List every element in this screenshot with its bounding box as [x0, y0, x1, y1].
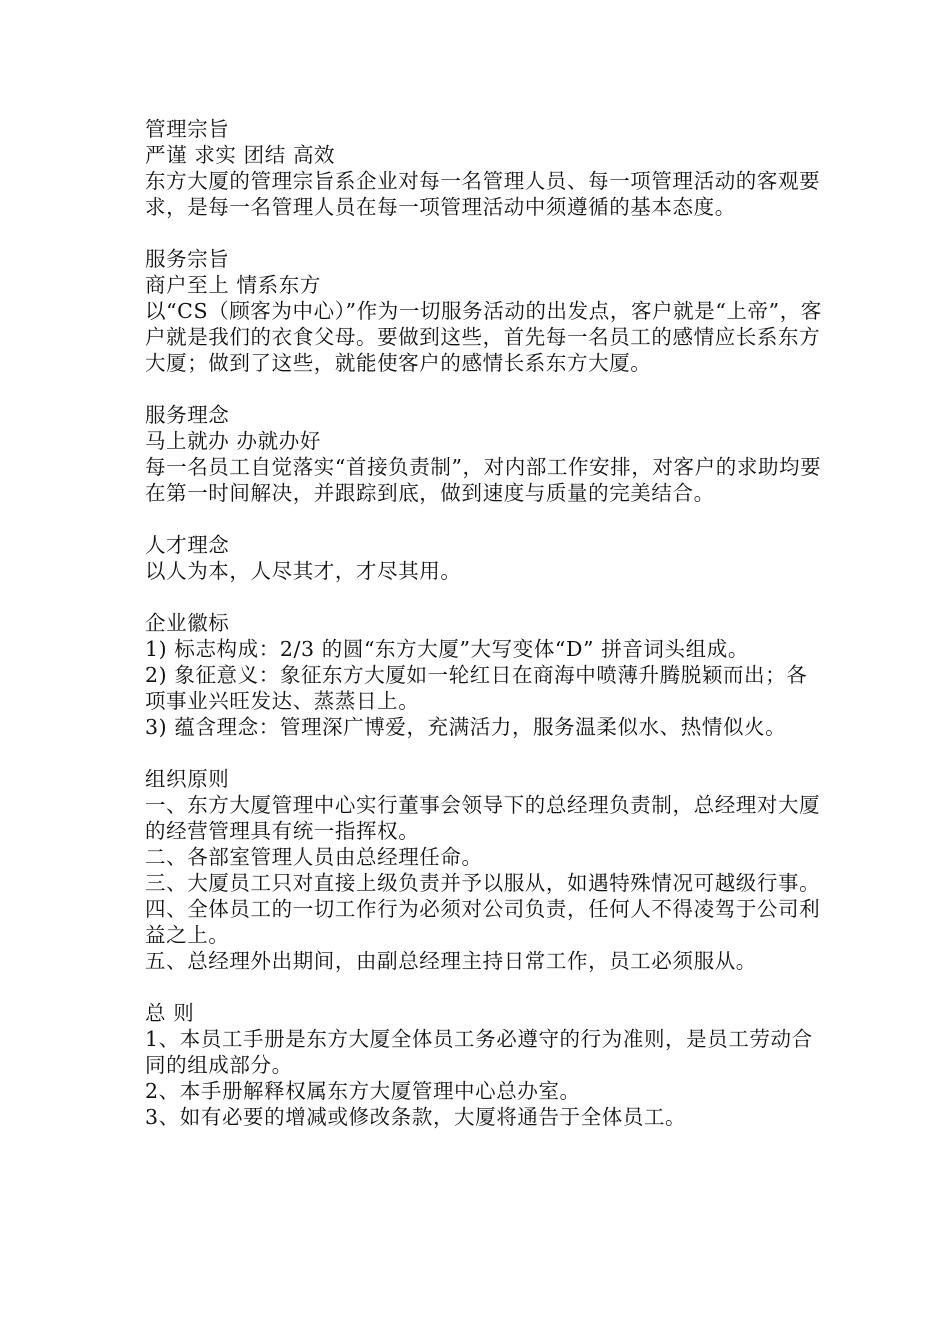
section-service-purpose: [145, 246, 825, 376]
section-service-philosophy: [145, 402, 825, 506]
section-motto: 马上就办 办就办好: [145, 429, 321, 453]
list-item: 三、大厦员工只对直接上级负责并予以服从，如遇特殊情况可越级行事。: [145, 871, 821, 895]
section-general-rules: [145, 1000, 825, 1130]
section-motto: 严谨 求实 团结 高效: [145, 143, 336, 167]
section-motto: 商户至上 情系东方: [145, 273, 321, 297]
section-heading: 组织原则: [145, 767, 230, 791]
list-item: 1、本员工手册是东方大厦全体员工务必遵守的行为准则，是员工劳动合同的组成部分。: [145, 1027, 813, 1077]
list-item: 一、东方大厦管理中心实行董事会领导下的总经理负责制，总经理对大厦的经营管理具有统一指挥权。: [145, 793, 821, 843]
section-heading: 企业徽标: [145, 611, 230, 635]
section-corporate-logo: [145, 610, 825, 740]
section-heading: 管理宗旨: [145, 117, 230, 141]
section-heading: 总 则: [145, 1001, 195, 1025]
list-item: 五、总经理外出期间，由副总经理主持日常工作，员工必须服从。: [145, 949, 757, 973]
list-item: 二、各部室管理人员由总经理任命。: [145, 845, 483, 869]
section-paragraph: 以“CS（顾客为中心）”作为一切服务活动的出发点，客户就是“上帝”，客户就是我们的衣食父母。要做到这些，首先每一名员工的感情应长系东方大厦；做到了这些，就能使客户的感情长系东方大厦。: [145, 299, 822, 375]
list-item: 3) 蕴含理念：管理深广博爱，充满活力，服务温柔似水、热情似火。: [145, 715, 787, 739]
section-management-purpose: [145, 116, 825, 220]
list-item: 1) 标志构成：2/3 的圆“东方大厦”大写变体“D” 拼音词头组成。: [145, 637, 749, 661]
list-item: 3、如有必要的增减或修改条款，大厦将通告于全体员工。: [145, 1105, 687, 1129]
section-heading: 服务宗旨: [145, 247, 230, 271]
section-paragraph: 每一名员工自觉落实“首接负责制”，对内部工作安排，对客户的求助均要在第一时间解决，并跟踪到底，做到速度与质量的完美结合。: [145, 455, 822, 505]
list-item: 2、本手册解释权属东方大厦管理中心总办室。: [145, 1079, 581, 1103]
document-page: [145, 116, 825, 1156]
section-organization-principles: [145, 766, 825, 974]
section-talent-philosophy: [145, 532, 825, 584]
list-item: 2) 象征意义：象征东方大厦如一轮红日在商海中喷薄升腾脱颖而出；各项事业兴旺发达、蒸蒸日上。: [145, 663, 808, 713]
section-paragraph: 以人为本，人尽其才，才尽其用。: [145, 559, 462, 583]
list-item: 四、全体员工的一切工作行为必须对公司负责，任何人不得凌驾于公司利益之上。: [145, 897, 821, 947]
section-paragraph: 东方大厦的管理宗旨系企业对每一名管理人员、每一项管理活动的客观要求，是每一名管理人员在每一项管理活动中须遵循的基本态度。: [145, 169, 821, 219]
section-heading: 人才理念: [145, 533, 230, 557]
section-heading: 服务理念: [145, 403, 230, 427]
